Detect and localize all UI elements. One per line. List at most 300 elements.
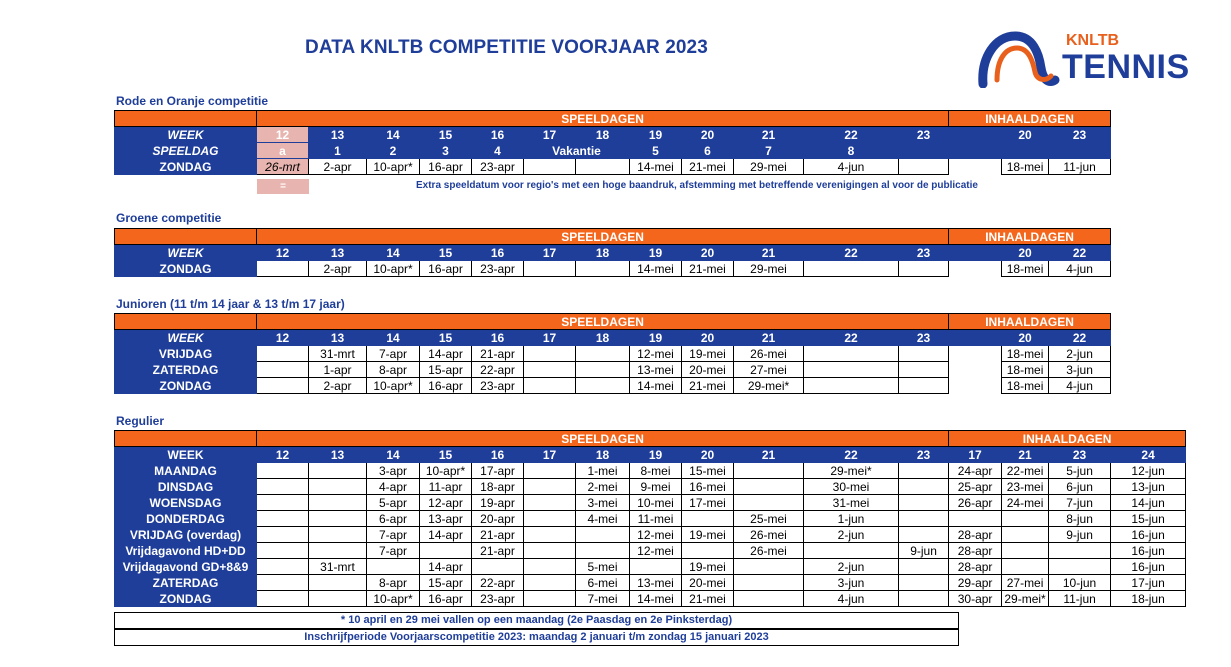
table-cell	[472, 559, 524, 575]
table-cell: 9-jun	[1049, 527, 1111, 543]
table-cell: 6-mei	[576, 575, 630, 591]
table-cell: 16-apr	[420, 378, 472, 394]
table-cell: 12	[257, 127, 309, 143]
table-cell	[257, 527, 309, 543]
table-cell: 18-mei	[1002, 362, 1049, 378]
table-cell: 17	[524, 127, 576, 143]
table-cell	[899, 261, 949, 277]
table-cell: 15-apr	[420, 575, 472, 591]
table-cell: 19-mei	[682, 559, 734, 575]
table-cell	[630, 559, 682, 575]
row-label: MAANDAG	[115, 463, 257, 479]
table-cell: 10-apr*	[367, 591, 420, 607]
table-row	[115, 245, 1111, 261]
table-cell: 22	[804, 245, 899, 261]
table-cell: 19	[630, 447, 682, 463]
table-cell: 18	[576, 447, 630, 463]
table-cell	[524, 346, 576, 362]
table-cell	[524, 463, 576, 479]
table-cell: 11-apr	[420, 479, 472, 495]
inhaaldagen-header: INHAALDAGEN	[949, 431, 1186, 447]
table-cell	[804, 378, 899, 394]
inhaaldagen-header: INHAALDAGEN	[949, 314, 1111, 330]
table-cell: 4	[472, 143, 524, 159]
table-cell: 16-mei	[682, 479, 734, 495]
table-cell	[899, 479, 949, 495]
table-cell	[257, 346, 309, 362]
table-cell: 17	[524, 245, 576, 261]
row-label: ZONDAG	[115, 378, 257, 394]
table-cell: 19	[630, 330, 682, 346]
table-cell	[309, 511, 367, 527]
table-cell: 18	[576, 127, 630, 143]
table-cell: 2-apr	[309, 261, 367, 277]
table-cell: a	[257, 143, 309, 159]
table-cell: 2-jun	[804, 527, 899, 543]
table-cell: 16-apr	[420, 159, 472, 175]
table-cell: 16	[472, 447, 524, 463]
table-cell: 10-apr*	[367, 261, 420, 277]
table-cell	[1002, 559, 1049, 575]
table-cell	[257, 543, 309, 559]
column-gap	[949, 127, 1002, 143]
table-cell	[734, 495, 804, 511]
table-cell: 10-apr*	[367, 378, 420, 394]
table-cell: 16	[472, 330, 524, 346]
row-label: DINSDAG	[115, 479, 257, 495]
table-cell	[524, 378, 576, 394]
table-cell	[734, 591, 804, 607]
table-row	[115, 527, 1186, 543]
table-cell: 16-jun	[1111, 527, 1186, 543]
table-cell: 2	[367, 143, 420, 159]
table-cell: 19	[630, 127, 682, 143]
table-cell: 16	[472, 245, 524, 261]
table-cell: 15	[420, 447, 472, 463]
table-cell: 4-apr	[367, 479, 420, 495]
table-groene	[114, 228, 1111, 277]
table-cell: 12-mei	[630, 543, 682, 559]
table-row	[115, 159, 1111, 175]
table-cell: 12-apr	[420, 495, 472, 511]
table-cell	[524, 261, 576, 277]
table-cell: 13-apr	[420, 511, 472, 527]
table-cell: 23	[899, 447, 949, 463]
table-cell: 19-apr	[472, 495, 524, 511]
table-cell	[576, 159, 630, 175]
table-cell	[804, 346, 899, 362]
table-cell: 29-mei*	[734, 378, 804, 394]
table-cell	[804, 362, 899, 378]
table-cell: 13-mei	[630, 362, 682, 378]
table-cell: 22-apr	[472, 362, 524, 378]
table-row	[115, 261, 1111, 277]
table-cell	[804, 543, 899, 559]
table-cell: 8	[804, 143, 899, 159]
table-cell: 24	[1111, 447, 1186, 463]
table-cell: 16-jun	[1111, 543, 1186, 559]
table-cell: 14-apr	[420, 527, 472, 543]
row-label: DONDERDAG	[115, 511, 257, 527]
table-row	[115, 479, 1186, 495]
table-cell: 12-mei	[630, 527, 682, 543]
table-cell: 29-mei*	[1002, 591, 1049, 607]
table-cell	[524, 479, 576, 495]
row-label: VRIJDAG	[115, 346, 257, 362]
table-row	[115, 447, 1186, 463]
table-cell	[524, 527, 576, 543]
table-cell: 30-mei	[804, 479, 899, 495]
table-cell: 13	[309, 127, 367, 143]
table-cell: 18-mei	[1002, 159, 1049, 175]
column-gap	[949, 261, 1002, 277]
table-cell: 4-jun	[1049, 378, 1111, 394]
row-label: WEEK	[115, 127, 257, 143]
table-cell: 12	[257, 245, 309, 261]
table-cell: 15	[420, 127, 472, 143]
column-gap	[949, 378, 1002, 394]
table-cell: 16-apr	[420, 591, 472, 607]
table-cell: 14-jun	[1111, 495, 1186, 511]
table-cell: 20-apr	[472, 511, 524, 527]
table-cell: 7-apr	[367, 543, 420, 559]
table-cell: 2-apr	[309, 159, 367, 175]
table-cell	[309, 591, 367, 607]
table-row	[115, 591, 1186, 607]
table-cell	[899, 575, 949, 591]
table-cell: 21-apr	[472, 543, 524, 559]
table-cell: 3	[420, 143, 472, 159]
table-cell: 23	[899, 245, 949, 261]
row-label: ZONDAG	[115, 159, 257, 175]
table-cell: 8-apr	[367, 362, 420, 378]
row-label: WEEK	[115, 330, 257, 346]
table-row	[115, 543, 1186, 559]
header-row	[115, 229, 1111, 245]
table-cell: 31-mrt	[309, 559, 367, 575]
table-cell	[257, 362, 309, 378]
table-cell: 2-mei	[576, 479, 630, 495]
table-cell: 21-mei	[682, 591, 734, 607]
table-cell	[309, 495, 367, 511]
table-cell	[257, 463, 309, 479]
section-title-rode-oranje: Rode en Oranje competitie	[116, 94, 269, 108]
table-cell: 14	[367, 127, 420, 143]
table-cell: 28-apr	[949, 559, 1002, 575]
table-row	[115, 559, 1186, 575]
table-cell: 15-jun	[1111, 511, 1186, 527]
table-cell	[524, 511, 576, 527]
table-cell	[524, 543, 576, 559]
table-cell: 8-apr	[367, 575, 420, 591]
table-cell: 18-mei	[1002, 378, 1049, 394]
row-label: ZONDAG	[115, 591, 257, 607]
table-cell: 6	[682, 143, 734, 159]
table-cell	[257, 378, 309, 394]
table-cell: 19-mei	[682, 527, 734, 543]
table-cell: 21	[734, 447, 804, 463]
table-cell: 10-mei	[630, 495, 682, 511]
table-cell	[257, 511, 309, 527]
table-cell: 20	[1002, 330, 1049, 346]
table-cell: 23-apr	[472, 378, 524, 394]
table-cell: 14	[367, 245, 420, 261]
table-cell: 17	[524, 330, 576, 346]
table-cell: 13	[309, 245, 367, 261]
table-cell: 26-mei	[734, 543, 804, 559]
table-cell: 29-mei	[734, 261, 804, 277]
table-cell: 15-apr	[420, 362, 472, 378]
table-cell: 21-mei	[682, 159, 734, 175]
table-cell	[257, 559, 309, 575]
table-cell	[899, 527, 949, 543]
header-blank	[115, 111, 257, 127]
table-cell: 17	[524, 447, 576, 463]
speeldagen-header: SPEELDAGEN	[257, 111, 949, 127]
row-label: WEEK	[115, 447, 257, 463]
table-cell: 5-jun	[1049, 463, 1111, 479]
table-cell	[1002, 143, 1049, 159]
column-gap	[949, 143, 1002, 159]
table-regulier	[114, 430, 1186, 607]
table-cell	[1002, 511, 1049, 527]
table-cell: 19	[630, 245, 682, 261]
table-cell: 31-mrt	[309, 346, 367, 362]
table-cell	[309, 463, 367, 479]
table-cell: 21-mei	[682, 261, 734, 277]
table-cell: 22	[804, 330, 899, 346]
table-cell	[899, 159, 949, 175]
section-title-groene: Groene competitie	[116, 211, 222, 225]
table-cell: 3-mei	[576, 495, 630, 511]
table-cell: 21	[734, 330, 804, 346]
table-cell	[576, 362, 630, 378]
table-cell	[524, 495, 576, 511]
speeldagen-header: SPEELDAGEN	[257, 431, 949, 447]
inhaaldagen-header: INHAALDAGEN	[949, 111, 1111, 127]
table-cell: 16-apr	[420, 261, 472, 277]
table-cell: 23	[1049, 127, 1111, 143]
table-cell	[524, 559, 576, 575]
table-row	[115, 362, 1111, 378]
table-cell	[1049, 143, 1111, 159]
table-cell: 7	[734, 143, 804, 159]
table-cell: 26-mrt	[257, 159, 309, 175]
table-cell	[420, 543, 472, 559]
table-row	[115, 463, 1186, 479]
table-cell: 22	[1049, 245, 1111, 261]
table-cell: 29-mei	[734, 159, 804, 175]
table-cell	[1049, 543, 1111, 559]
extra-date-note: Extra speeldatum voor regio's met een hoge baandruk, afstemming met betreffende verenigingen al voor de publicatie	[416, 180, 978, 191]
table-cell	[804, 261, 899, 277]
table-cell: 20-mei	[682, 575, 734, 591]
table-rode-oranje	[114, 110, 1111, 175]
table-cell: 22-mei	[1002, 463, 1049, 479]
table-cell: 6-apr	[367, 511, 420, 527]
table-cell	[257, 591, 309, 607]
table-cell: 20	[682, 330, 734, 346]
table-cell: 23-apr	[472, 159, 524, 175]
table-cell: 17-apr	[472, 463, 524, 479]
table-cell: 26-mei	[734, 346, 804, 362]
table-cell: 1-apr	[309, 362, 367, 378]
table-cell: 7-apr	[367, 346, 420, 362]
table-cell: 9-jun	[899, 543, 949, 559]
table-cell	[1002, 527, 1049, 543]
table-cell: 13	[309, 330, 367, 346]
table-cell: 14-mei	[630, 591, 682, 607]
table-cell	[734, 559, 804, 575]
table-cell	[309, 479, 367, 495]
row-label: WOENSDAG	[115, 495, 257, 511]
section-title-junioren: Junioren (11 t/m 14 jaar & 13 t/m 17 jaar)	[116, 297, 345, 311]
table-cell: 11-jun	[1049, 159, 1111, 175]
table-row	[115, 330, 1111, 346]
table-cell: 22-apr	[472, 575, 524, 591]
table-cell: 21-apr	[472, 527, 524, 543]
table-cell: 1	[309, 143, 367, 159]
table-cell: 25-mei	[734, 511, 804, 527]
column-gap	[949, 330, 1002, 346]
table-cell: 7-apr	[367, 527, 420, 543]
table-cell: 2-jun	[804, 559, 899, 575]
table-cell: 17-jun	[1111, 575, 1186, 591]
table-cell: 20	[1002, 127, 1049, 143]
table-cell: 18	[576, 245, 630, 261]
column-gap	[949, 245, 1002, 261]
table-cell	[257, 261, 309, 277]
speeldagen-header: SPEELDAGEN	[257, 229, 949, 245]
table-cell: Vakantie	[524, 143, 630, 159]
table-cell: 28-apr	[949, 543, 1002, 559]
table-cell: 3-jun	[804, 575, 899, 591]
table-cell: 27-mei	[1002, 575, 1049, 591]
table-cell: 18-apr	[472, 479, 524, 495]
table-cell: 2-jun	[1049, 346, 1111, 362]
table-cell: 23-mei	[1002, 479, 1049, 495]
table-cell	[367, 559, 420, 575]
table-cell: 14-apr	[420, 346, 472, 362]
table-cell: 17-mei	[682, 495, 734, 511]
table-row	[115, 575, 1186, 591]
table-cell	[576, 261, 630, 277]
table-cell: 10-jun	[1049, 575, 1111, 591]
table-cell: 14-apr	[420, 559, 472, 575]
table-cell: 5-apr	[367, 495, 420, 511]
speeldagen-header: SPEELDAGEN	[257, 314, 949, 330]
table-cell	[899, 378, 949, 394]
table-cell: 26-apr	[949, 495, 1002, 511]
table-cell: 18-mei	[1002, 261, 1049, 277]
table-cell: 10-apr*	[367, 159, 420, 175]
table-cell: 14	[367, 447, 420, 463]
header-blank	[115, 229, 257, 245]
table-cell: 21-apr	[472, 346, 524, 362]
table-cell: 25-apr	[949, 479, 1002, 495]
table-cell: 3-apr	[367, 463, 420, 479]
table-cell: 18-mei	[1002, 346, 1049, 362]
header-row	[115, 431, 1186, 447]
table-cell	[899, 143, 949, 159]
row-label: SPEELDAG	[115, 143, 257, 159]
table-cell: 13-jun	[1111, 479, 1186, 495]
header-row	[115, 111, 1111, 127]
table-cell: 9-mei	[630, 479, 682, 495]
table-cell	[524, 159, 576, 175]
table-cell: 11-jun	[1049, 591, 1111, 607]
table-cell: 21	[734, 127, 804, 143]
table-cell: 21	[734, 245, 804, 261]
table-cell: 14	[367, 330, 420, 346]
table-cell	[309, 527, 367, 543]
table-cell: 20	[682, 127, 734, 143]
table-cell: 8-jun	[1049, 511, 1111, 527]
table-cell: 16	[472, 127, 524, 143]
table-cell: 21	[1002, 447, 1049, 463]
column-gap	[949, 159, 1002, 175]
header-blank	[115, 314, 257, 330]
header-row	[115, 314, 1111, 330]
row-label: VRIJDAG (overdag)	[115, 527, 257, 543]
table-cell	[949, 511, 1002, 527]
table-cell: 13	[309, 447, 367, 463]
table-cell: 17	[949, 447, 1002, 463]
table-cell: 5-mei	[576, 559, 630, 575]
table-cell: 18-jun	[1111, 591, 1186, 607]
table-cell	[524, 575, 576, 591]
table-cell: 10-apr*	[420, 463, 472, 479]
table-cell: 1-mei	[576, 463, 630, 479]
table-cell	[576, 543, 630, 559]
footnote-holidays: * 10 april en 29 mei vallen op een maandag (2e Paasdag en 2e Pinksterdag)	[114, 612, 959, 629]
table-cell	[257, 575, 309, 591]
table-cell	[1049, 559, 1111, 575]
table-cell: 30-apr	[949, 591, 1002, 607]
logo-knltb-text: KNLTB	[1066, 32, 1120, 49]
table-cell	[682, 543, 734, 559]
table-cell: 14-mei	[630, 378, 682, 394]
table-cell: 31-mei	[804, 495, 899, 511]
table-cell: 12	[257, 447, 309, 463]
table-cell: 20	[682, 447, 734, 463]
table-cell: 8-mei	[630, 463, 682, 479]
table-cell: 23	[899, 127, 949, 143]
table-cell: 23-apr	[472, 591, 524, 607]
table-cell: 22	[1049, 330, 1111, 346]
table-cell	[576, 378, 630, 394]
table-cell: 29-apr	[949, 575, 1002, 591]
knltb-tennis-logo	[975, 28, 1190, 88]
table-cell: 19-mei	[682, 346, 734, 362]
table-cell: 23	[899, 330, 949, 346]
table-cell: 27-mei	[734, 362, 804, 378]
table-junioren	[114, 313, 1111, 394]
table-cell: 2-apr	[309, 378, 367, 394]
column-gap	[949, 346, 1002, 362]
table-cell: 11-mei	[630, 511, 682, 527]
table-row	[115, 127, 1111, 143]
table-cell	[734, 575, 804, 591]
table-cell: 12-jun	[1111, 463, 1186, 479]
table-cell	[899, 362, 949, 378]
table-row	[115, 495, 1186, 511]
table-cell: 5	[630, 143, 682, 159]
table-cell: 15-mei	[682, 463, 734, 479]
table-cell: 18	[576, 330, 630, 346]
inhaaldagen-header: INHAALDAGEN	[949, 229, 1111, 245]
row-label: ZATERDAG	[115, 575, 257, 591]
